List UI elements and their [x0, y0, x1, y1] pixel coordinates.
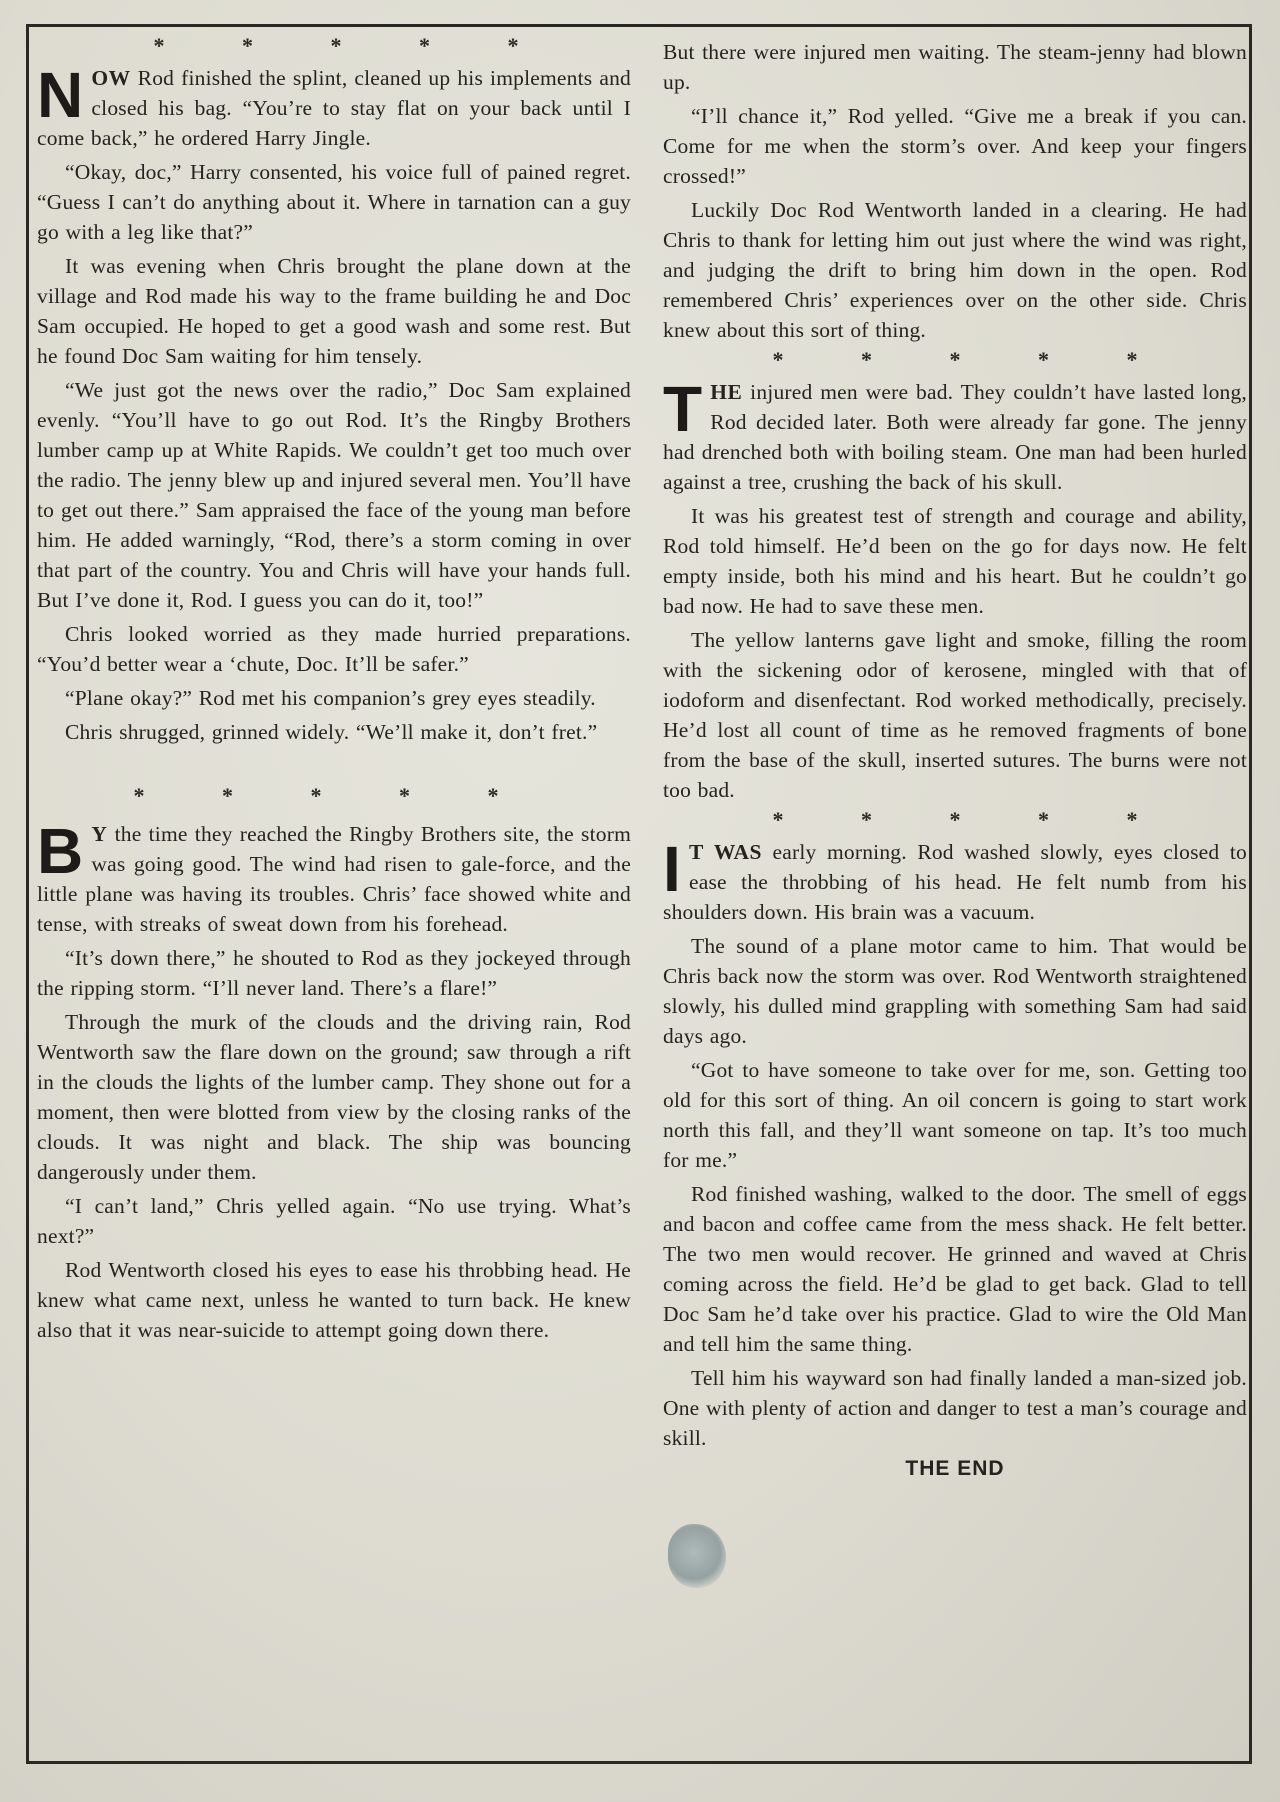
section-divider-stars: * * * * *	[153, 33, 555, 58]
paragraph-cant-land: “I can’t land,” Chris yelled again. “No use trying. What’s next?”	[37, 1194, 631, 1248]
paragraph-chance-it: “I’ll chance it,” Rod yelled. “Give me a break if you can. Come for me when the storm’s over. And keep your fingers crossed!”	[663, 104, 1247, 188]
paragraph-the-injured	[663, 373, 1247, 497]
paragraph-now-rod	[37, 59, 631, 153]
paragraph-by-the-time	[37, 815, 631, 939]
paragraph-radio-news: “We just got the news over the radio,” Doc Sam explained evenly. “You’ll have to go out Rod. It’s the Ringby Brothers lumber camp up at White Rapids. We couldn’t get too much over the radio. The jenny blew up and injured several men. You’ll have to get out there.” Sam appraised the face of the young man before him. He added warningly, “Rod, there’s a storm coming in over that part of the country. You and Chris will have your hands full. But I’ve done it, Rod. I guess you can do it, too!”	[37, 378, 631, 612]
lead-word: HE	[710, 380, 743, 404]
paragraph-murk: Through the murk of the clouds and the driving rain, Rod Wentworth saw the flare down on the ground; saw through a rift in the clouds the lights of the lumber camp. They shone out for a moment, then were blotted from view by the closing ranks of the clouds. It was night and black. The ship was bouncing dangerously under them.	[37, 1010, 631, 1184]
paragraph-evening: It was evening when Chris brought the plane down at the village and Rod made his way to the frame building he and Doc Sam occupied. He hoped to get a good wash and some rest. But he found Doc Sam waiting for him tensely.	[37, 254, 631, 368]
section-divider-stars: * * * * *	[772, 347, 1174, 372]
section-divider-stars: * * * * *	[133, 783, 535, 808]
drop-cap: B	[37, 815, 84, 887]
paragraph-got-to-have: “Got to have someone to take over for me, son. Getting too old for this sort of thing. An oil concern is going to start work north this fall, and they’ll want someone on tap. It’s too much for me.”	[663, 1058, 1247, 1172]
paper-stain	[668, 1524, 726, 1588]
paragraph-plane-motor: The sound of a plane motor came to him. That would be Chris back now the storm was over. Rod Wentworth straightened slowly, his dulled mind grappling with something Sam had said days ago.	[663, 934, 1247, 1048]
drop-cap: N	[37, 59, 84, 131]
paragraph-down-there: “It’s down there,” he shouted to Rod as they jockeyed through the ripping storm. “I’ll never land. There’s a flare!”	[37, 946, 631, 1000]
paragraph-text: Rod finished the splint, cleaned up his implements and closed his bag. “You’re to stay flat on your back until I come back,” he ordered Harry Jingle.	[37, 66, 631, 150]
paragraph-chris-shrugged: Chris shrugged, grinned widely. “We’ll make it, don’t fret.”	[65, 720, 598, 744]
section-divider-stars: * * * * *	[772, 807, 1174, 832]
drop-cap: I	[663, 833, 681, 905]
lead-word: Y	[91, 822, 108, 846]
paragraph-luckily: Luckily Doc Rod Wentworth landed in a clearing. He had Chris to thank for letting him out just where the wind was right, and judging the drift to bring him down in the open. Rod remembered Chris’ experiences over on the other side. Chris knew about this sort of thing.	[663, 198, 1247, 342]
paragraph-wayward-son: Tell him his wayward son had finally landed a man-sized job. One with plenty of action and danger to test a man’s courage and skill.	[663, 1366, 1247, 1450]
story-frame	[26, 24, 1252, 1764]
paragraph-early-morning	[663, 833, 1247, 927]
paragraph-text: early morning. Rod washed slowly, eyes closed to ease the throbbing of his head. He felt numb from his shoulders down. His brain was a vacuum.	[663, 840, 1247, 924]
paragraph-injured-waiting: But there were injured men waiting. The steam-jenny had blown up.	[663, 40, 1247, 94]
paragraph-yellow-lanterns: The yellow lanterns gave light and smoke, filling the room with the sickening odor of kerosene, mingled with that of iodoform and disenfectant. Rod worked methodically, precisely. He’d lost all count of time as he removed fragments of bone from the base of the skull, inserted sutures. The burns were not too bad.	[663, 628, 1247, 802]
paragraph-greatest-test: It was his greatest test of strength and courage and ability, Rod told himself. He’d been on the go for days now. He felt empty inside, both his mind and his heart. But he couldn’t go bad now. He had to save these men.	[663, 504, 1247, 618]
lead-word: OW	[91, 66, 131, 90]
paragraph-text: injured men were bad. They couldn’t have lasted long, Rod decided later. Both were already far gone. The jenny had drenched both with boiling steam. One man had been hurled against a tree, crushing the back of his skull.	[663, 380, 1247, 494]
paragraph-closed-eyes: Rod Wentworth closed his eyes to ease his throbbing head. He knew what came next, unless he wanted to turn back. He knew also that it was near-suicide to attempt going down there.	[37, 1258, 631, 1342]
paragraph-plane-okay: “Plane okay?” Rod met his companion’s grey eyes steadily.	[65, 686, 596, 710]
lead-word: T WAS	[688, 840, 762, 864]
paragraph-finished-washing: Rod finished washing, walked to the door. The smell of eggs and bacon and coffee came from the mess shack. He felt better. The two men would recover. He grinned and waved at Chris coming across the field. He’d be glad to get back. Glad to tell Doc Sam he’d take over his practice. Glad to wire the Old Man and tell him the same thing.	[663, 1182, 1247, 1356]
drop-cap: T	[663, 373, 703, 445]
left-column	[37, 27, 631, 1345]
paragraph-okay-doc: “Okay, doc,” Harry consented, his voice full of pained regret. “Guess I can’t do anything about it. Where in tarnation can a guy go with a leg like that?”	[37, 160, 631, 244]
paragraph-text: the time they reached the Ringby Brothers site, the storm was going good. The wind had risen to gale-force, and the little plane was having its troubles. Chris’ face showed white and tense, with streaks of sweat down from his forehead.	[37, 822, 631, 936]
paragraph-chris-worried: Chris looked worried as they made hurried preparations. “You’d better wear a ‘chute, Doc. It’ll be safer.”	[37, 622, 631, 676]
the-end-label: THE END	[905, 1457, 1005, 1480]
right-column	[663, 27, 1247, 1481]
